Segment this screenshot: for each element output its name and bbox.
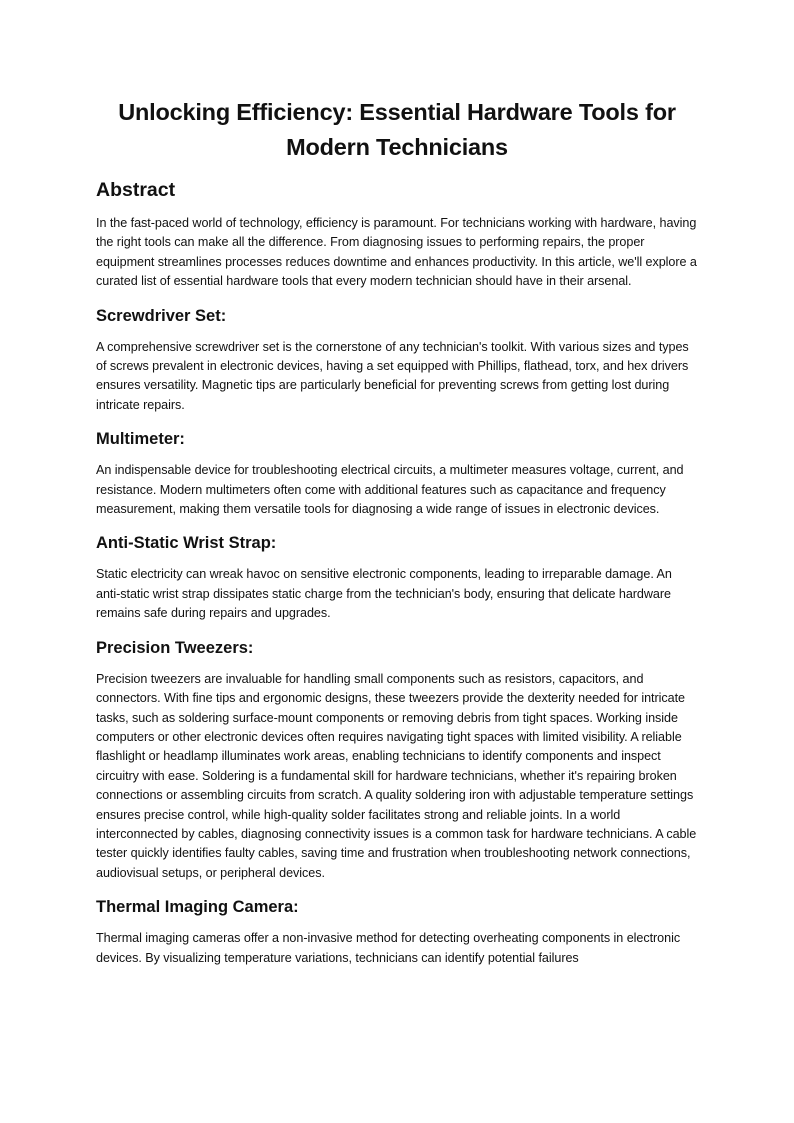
section-paragraph: Precision tweezers are invaluable for handling small components such as resistors, capacitors, and connectors. With fine tips and ergonomic designs, these tweezers provide the dexterity needed for intricate tasks, such as soldering surface-mount components or removing debris from tight spaces. Working inside computers or other electronic devices often requires navigating tight spaces with limited visibility. A reliable flashlight or headlamp illuminates work areas, enabling technicians to identify components and inspect circuitry with ease. Soldering is a fundamental skill for hardware technicians, whether it's repairing broken connections or assembling circuits from scratch. A quality soldering iron with adjustable temperature settings ensures precise control, while high-quality solder facilitates strong and reliable joints. In a world interconnected by cables, diagnosing connectivity issues is a common task for hardware technicians. A cable tester quickly identifies faulty cables, saving time and frustration when troubleshooting network connections, audiovisual setups, or peripheral devices.	[96, 671, 697, 880]
section-anti-static-wrist-strap	[96, 533, 698, 623]
section-heading: Thermal Imaging Camera:	[96, 898, 299, 917]
section-paragraph: Thermal imaging cameras offer a non-invasive method for detecting overheating components in electronic devices. By visualizing temperature variations, technicians can identify potential failures	[96, 931, 681, 965]
section-heading: Screwdriver Set:	[96, 306, 227, 325]
section-heading: Precision Tweezers:	[96, 638, 254, 657]
section-thermal-imaging-camera	[96, 897, 698, 968]
section-paragraph: An indispensable device for troubleshooting electrical circuits, a multimeter measures voltage, current, and resistance. Modern multimeters often come with additional features such as capacitance and frequency measurement, making them versatile tools for diagnosing a wide range of issues in electronic devices.	[96, 463, 684, 517]
section-paragraph: Static electricity can wreak havoc on sensitive electronic components, leading to irreparable damage. An anti-static wrist strap dissipates static charge from the technician's body, ensuring that delicate hardware remains safe during repairs and upgrades.	[96, 567, 672, 621]
section-heading: Multimeter:	[96, 430, 185, 449]
abstract-heading: Abstract	[96, 179, 176, 201]
section-multimeter	[96, 429, 698, 519]
section-precision-tweezers	[96, 638, 698, 883]
document-page	[96, 95, 698, 968]
page-title: Unlocking Efficiency: Essential Hardware Tools for Modern Technicians	[118, 99, 676, 160]
section-screwdriver-set	[96, 306, 698, 416]
abstract-paragraph: In the fast-paced world of technology, efficiency is paramount. For technicians working with hardware, having the right tools can make all the difference. From diagnosing issues to performing repairs, the proper equipment streamlines processes reduces downtime and enhances productivity. In this article, we'll explore a curated list of essential hardware tools that every modern technician should have in their arsenal.	[96, 216, 697, 289]
section-paragraph: A comprehensive screwdriver set is the cornerstone of any technician's toolkit. With various sizes and types of screws prevalent in electronic devices, having a set equipped with Phillips, flathead, torx, and hex drivers ensures versatility. Magnetic tips are particularly beneficial for preventing screws from getting lost during intricate repairs.	[96, 339, 689, 412]
section-heading: Anti-Static Wrist Strap:	[96, 534, 277, 553]
